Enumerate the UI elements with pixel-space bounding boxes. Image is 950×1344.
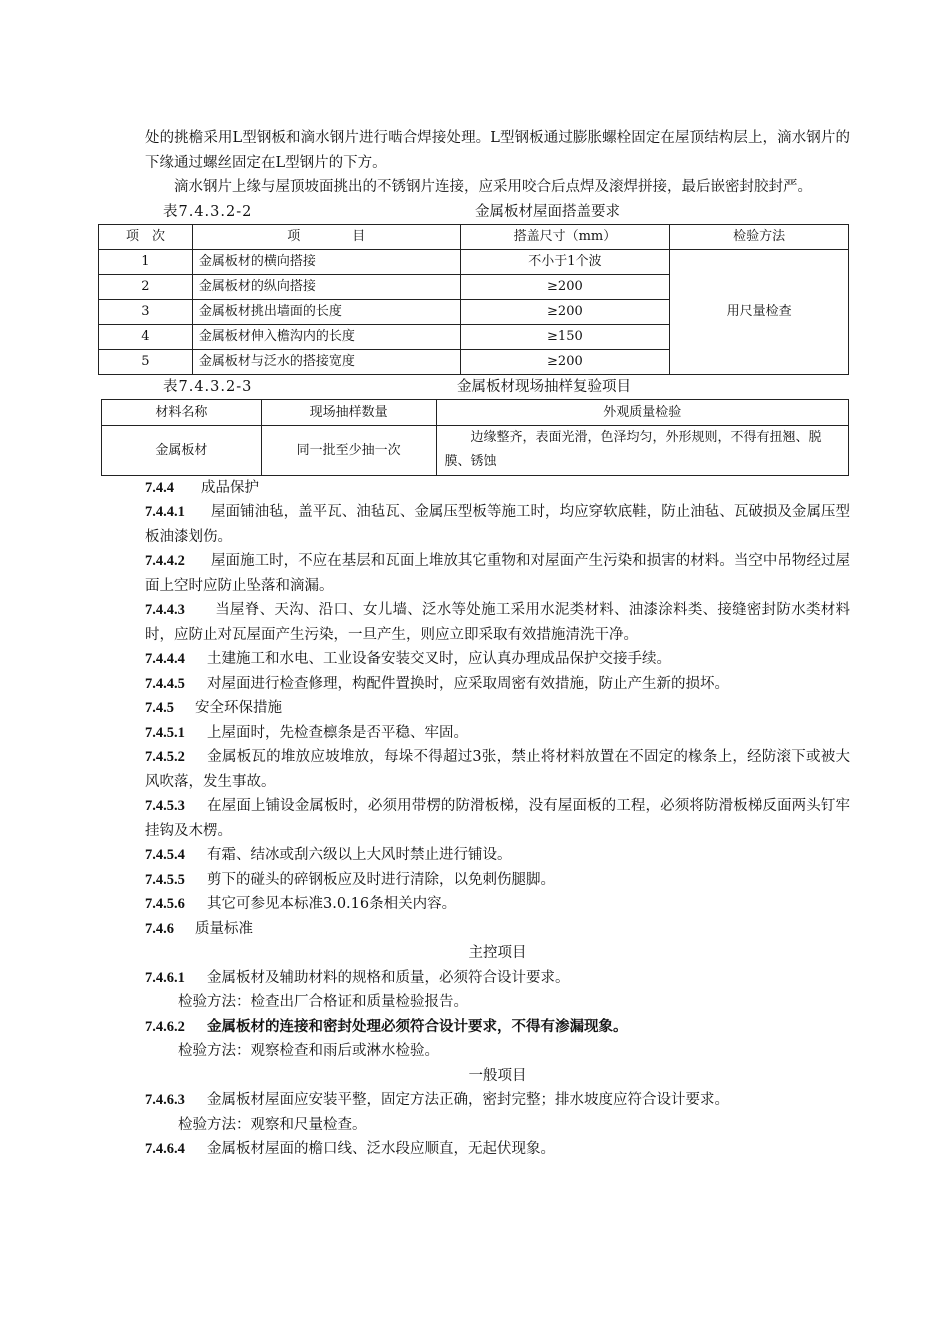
clause-7-4-6-3	[145, 1088, 850, 1113]
clause-text: 金属板瓦的堆放应坡堆放，每垛不得超过3张，禁止将材料放置在不固定的椽条上，经防滚下或被大风吹落，发生事故。	[145, 749, 850, 790]
table2-quantity: 同一批至少抽一次	[261, 425, 436, 475]
table2-title: 金属板材现场抽样复验项目	[457, 378, 631, 395]
table1-title: 金属板材屋面搭盖要求	[475, 203, 620, 220]
clause-7-4-4-5	[145, 672, 850, 697]
table1-row3-item: 金属板材挑出墙面的长度	[192, 299, 460, 324]
clause-7-4-5-2	[145, 745, 850, 794]
check-method-7-4-6-1: 检验方法：检查出厂合格证和质量检验报告。	[178, 994, 468, 1010]
check-method-7-4-6-2: 检验方法：观察检查和雨后或淋水检验。	[178, 1043, 439, 1059]
clause-7-4-6-1	[145, 966, 850, 991]
clause-text: 金属板材屋面的檐口线、泛水段应顺直，无起伏现象。	[207, 1141, 555, 1157]
clause-text: 上屋面时，先检查檩条是否平稳、牢固。	[207, 724, 468, 741]
main-items-heading: 主控项目	[468, 945, 527, 961]
table1-row2-no: 2	[99, 274, 193, 299]
clause-7-4-5-3	[145, 794, 850, 843]
clause-number: 7.4.4.1	[145, 504, 185, 520]
clause-number: 7.4.6.3	[145, 1092, 185, 1108]
table2-header-material: 材料名称	[102, 399, 262, 425]
table2-header-quantity: 现场抽样数量	[261, 399, 436, 425]
clause-7-4-5-4	[145, 843, 850, 868]
table1-header-no: 项 次	[99, 224, 193, 249]
clause-number: 7.4.5.1	[145, 724, 185, 741]
section-title: 质量标准	[195, 920, 253, 937]
table-row	[99, 249, 849, 274]
clause-number: 7.4.5.4	[145, 847, 185, 863]
table1-header-item: 项 目	[192, 224, 460, 249]
table1-header-size: 搭盖尺寸（mm）	[460, 224, 670, 249]
clause-text: 屋面施工时，不应在基层和瓦面上堆放其它重物和对屋面产生污染和损害的材料。当空中吊物经过屋面上空时应防止坠落和滴漏。	[145, 553, 850, 594]
table2-header-appearance: 外观质量检验	[436, 399, 848, 425]
check-method-7-4-6-3: 检验方法：观察和尺量检查。	[178, 1116, 367, 1133]
table1-row5-item: 金属板材与泛水的搭接宽度	[192, 349, 460, 374]
table1-number: 表7.4.3.2-2	[163, 203, 253, 220]
table2-number: 表7.4.3.2-3	[163, 378, 253, 395]
clause-text: 土建施工和水电、工业设备安装交叉时，应认真办理成品保护交接手续。	[207, 651, 671, 667]
clause-number: 7.4.4.4	[145, 651, 185, 667]
clause-number: 7.4.6.2	[145, 1018, 185, 1035]
clause-text: 金属板材屋面应安装平整，固定方法正确，密封完整；排水坡度应符合设计要求。	[207, 1092, 729, 1108]
clause-number: 7.4.5.2	[145, 749, 185, 765]
table1-row2-size: ≥200	[460, 274, 670, 299]
table1-row4-size: ≥150	[460, 324, 670, 349]
clause-text: 剪下的碰头的碎钢板应及时进行清除，以免刺伤腿脚。	[207, 871, 555, 888]
section-number: 7.4.6	[145, 920, 174, 937]
table1-caption	[145, 200, 850, 224]
clause-text: 金属板材的连接和密封处理必须符合设计要求，不得有渗漏现象。	[207, 1018, 628, 1035]
table1-method: 用尺量检查	[670, 249, 849, 374]
table1-row2-item: 金属板材的纵向搭接	[192, 274, 460, 299]
section-7-4-6	[145, 917, 850, 942]
clause-number: 7.4.5.6	[145, 896, 185, 912]
clause-number: 7.4.5.3	[145, 798, 185, 814]
section-number: 7.4.5	[145, 700, 174, 716]
table1-overlap-requirements	[98, 224, 849, 375]
clause-7-4-5-1	[145, 721, 850, 746]
clause-number: 7.4.4.2	[145, 553, 185, 569]
section-number: 7.4.4	[145, 479, 174, 496]
clause-text: 其它可参见本标准3.0.16条相关内容。	[207, 896, 457, 912]
table2-sampling-items	[101, 399, 849, 476]
clause-number: 7.4.4.3	[145, 602, 185, 618]
clause-7-4-4-3	[145, 598, 850, 647]
clause-7-4-4-1	[145, 500, 850, 549]
clause-text: 有霜、结冰或刮六级以上大风时禁止进行铺设。	[207, 847, 512, 863]
clause-number: 7.4.6.1	[145, 969, 185, 986]
table1-row3-size: ≥200	[460, 299, 670, 324]
general-items-heading: 一般项目	[468, 1067, 527, 1084]
clause-number: 7.4.6.4	[145, 1141, 185, 1157]
intro-paragraph-1: 处的挑檐采用L型钢板和滴水钢片进行啮合焊接处理。L型钢板通过膨胀螺栓固定在屋顶结构层上，滴水钢片的下缘通过螺丝固定在L型钢片的下方。	[145, 130, 850, 171]
table2-material: 金属板材	[102, 425, 262, 475]
table-row	[102, 425, 849, 475]
table1-row1-no: 1	[99, 249, 193, 274]
clause-7-4-4-2	[145, 549, 850, 598]
clause-text: 金属板材及辅助材料的规格和质量，必须符合设计要求。	[207, 969, 570, 986]
table1-header-method: 检验方法	[670, 224, 849, 249]
section-title: 成品保护	[201, 479, 259, 496]
table1-row1-size: 不小于1个波	[460, 249, 670, 274]
table1-row5-size: ≥200	[460, 349, 670, 374]
clause-7-4-6-4	[145, 1137, 850, 1162]
clause-7-4-6-2	[145, 1015, 850, 1040]
section-title: 安全环保措施	[195, 700, 282, 716]
clause-text: 当屋脊、天沟、沿口、女儿墙、泛水等处施工采用水泥类材料、油漆涂料类、接缝密封防水类材料时，应防止对瓦屋面产生污染，一旦产生，则应立即采取有效措施清洗干净。	[145, 602, 850, 643]
table1-row4-no: 4	[99, 324, 193, 349]
table1-row4-item: 金属板材伸入檐沟内的长度	[192, 324, 460, 349]
table1-row5-no: 5	[99, 349, 193, 374]
clause-number: 7.4.4.5	[145, 675, 185, 692]
clause-7-4-4-4	[145, 647, 850, 672]
clause-7-4-5-5	[145, 868, 850, 893]
table1-row1-item: 金属板材的横向搭接	[192, 249, 460, 274]
intro-paragraph-2: 滴水钢片上缘与屋顶坡面挑出的不锈钢片连接，应采用咬合后点焊及滚焊拼接，最后嵌密封胶封严。	[174, 179, 812, 195]
clause-text: 在屋面上铺设金属板时，必须用带楞的防滑板梯，没有屋面板的工程，必须将防滑板梯反面两头钉牢挂钩及木楞。	[145, 798, 850, 839]
document-page	[125, 126, 850, 1162]
section-7-4-5	[145, 696, 850, 721]
clause-7-4-5-6	[145, 892, 850, 917]
clause-number: 7.4.5.5	[145, 871, 185, 888]
clause-text: 对屋面进行检查修理，构配件置换时，应采取周密有效措施，防止产生新的损坏。	[207, 675, 729, 692]
table2-caption	[145, 375, 850, 399]
clause-text: 屋面铺油毡，盖平瓦、油毡瓦、金属压型板等施工时，均应穿软底鞋，防止油毡、瓦破损及金属压型板油漆划伤。	[145, 504, 850, 545]
table2-appearance: 边缘整齐，表面光滑，色泽均匀，外形规则，不得有扭翘、脱膜、锈蚀	[436, 425, 848, 475]
section-7-4-4	[145, 476, 850, 501]
table1-row3-no: 3	[99, 299, 193, 324]
